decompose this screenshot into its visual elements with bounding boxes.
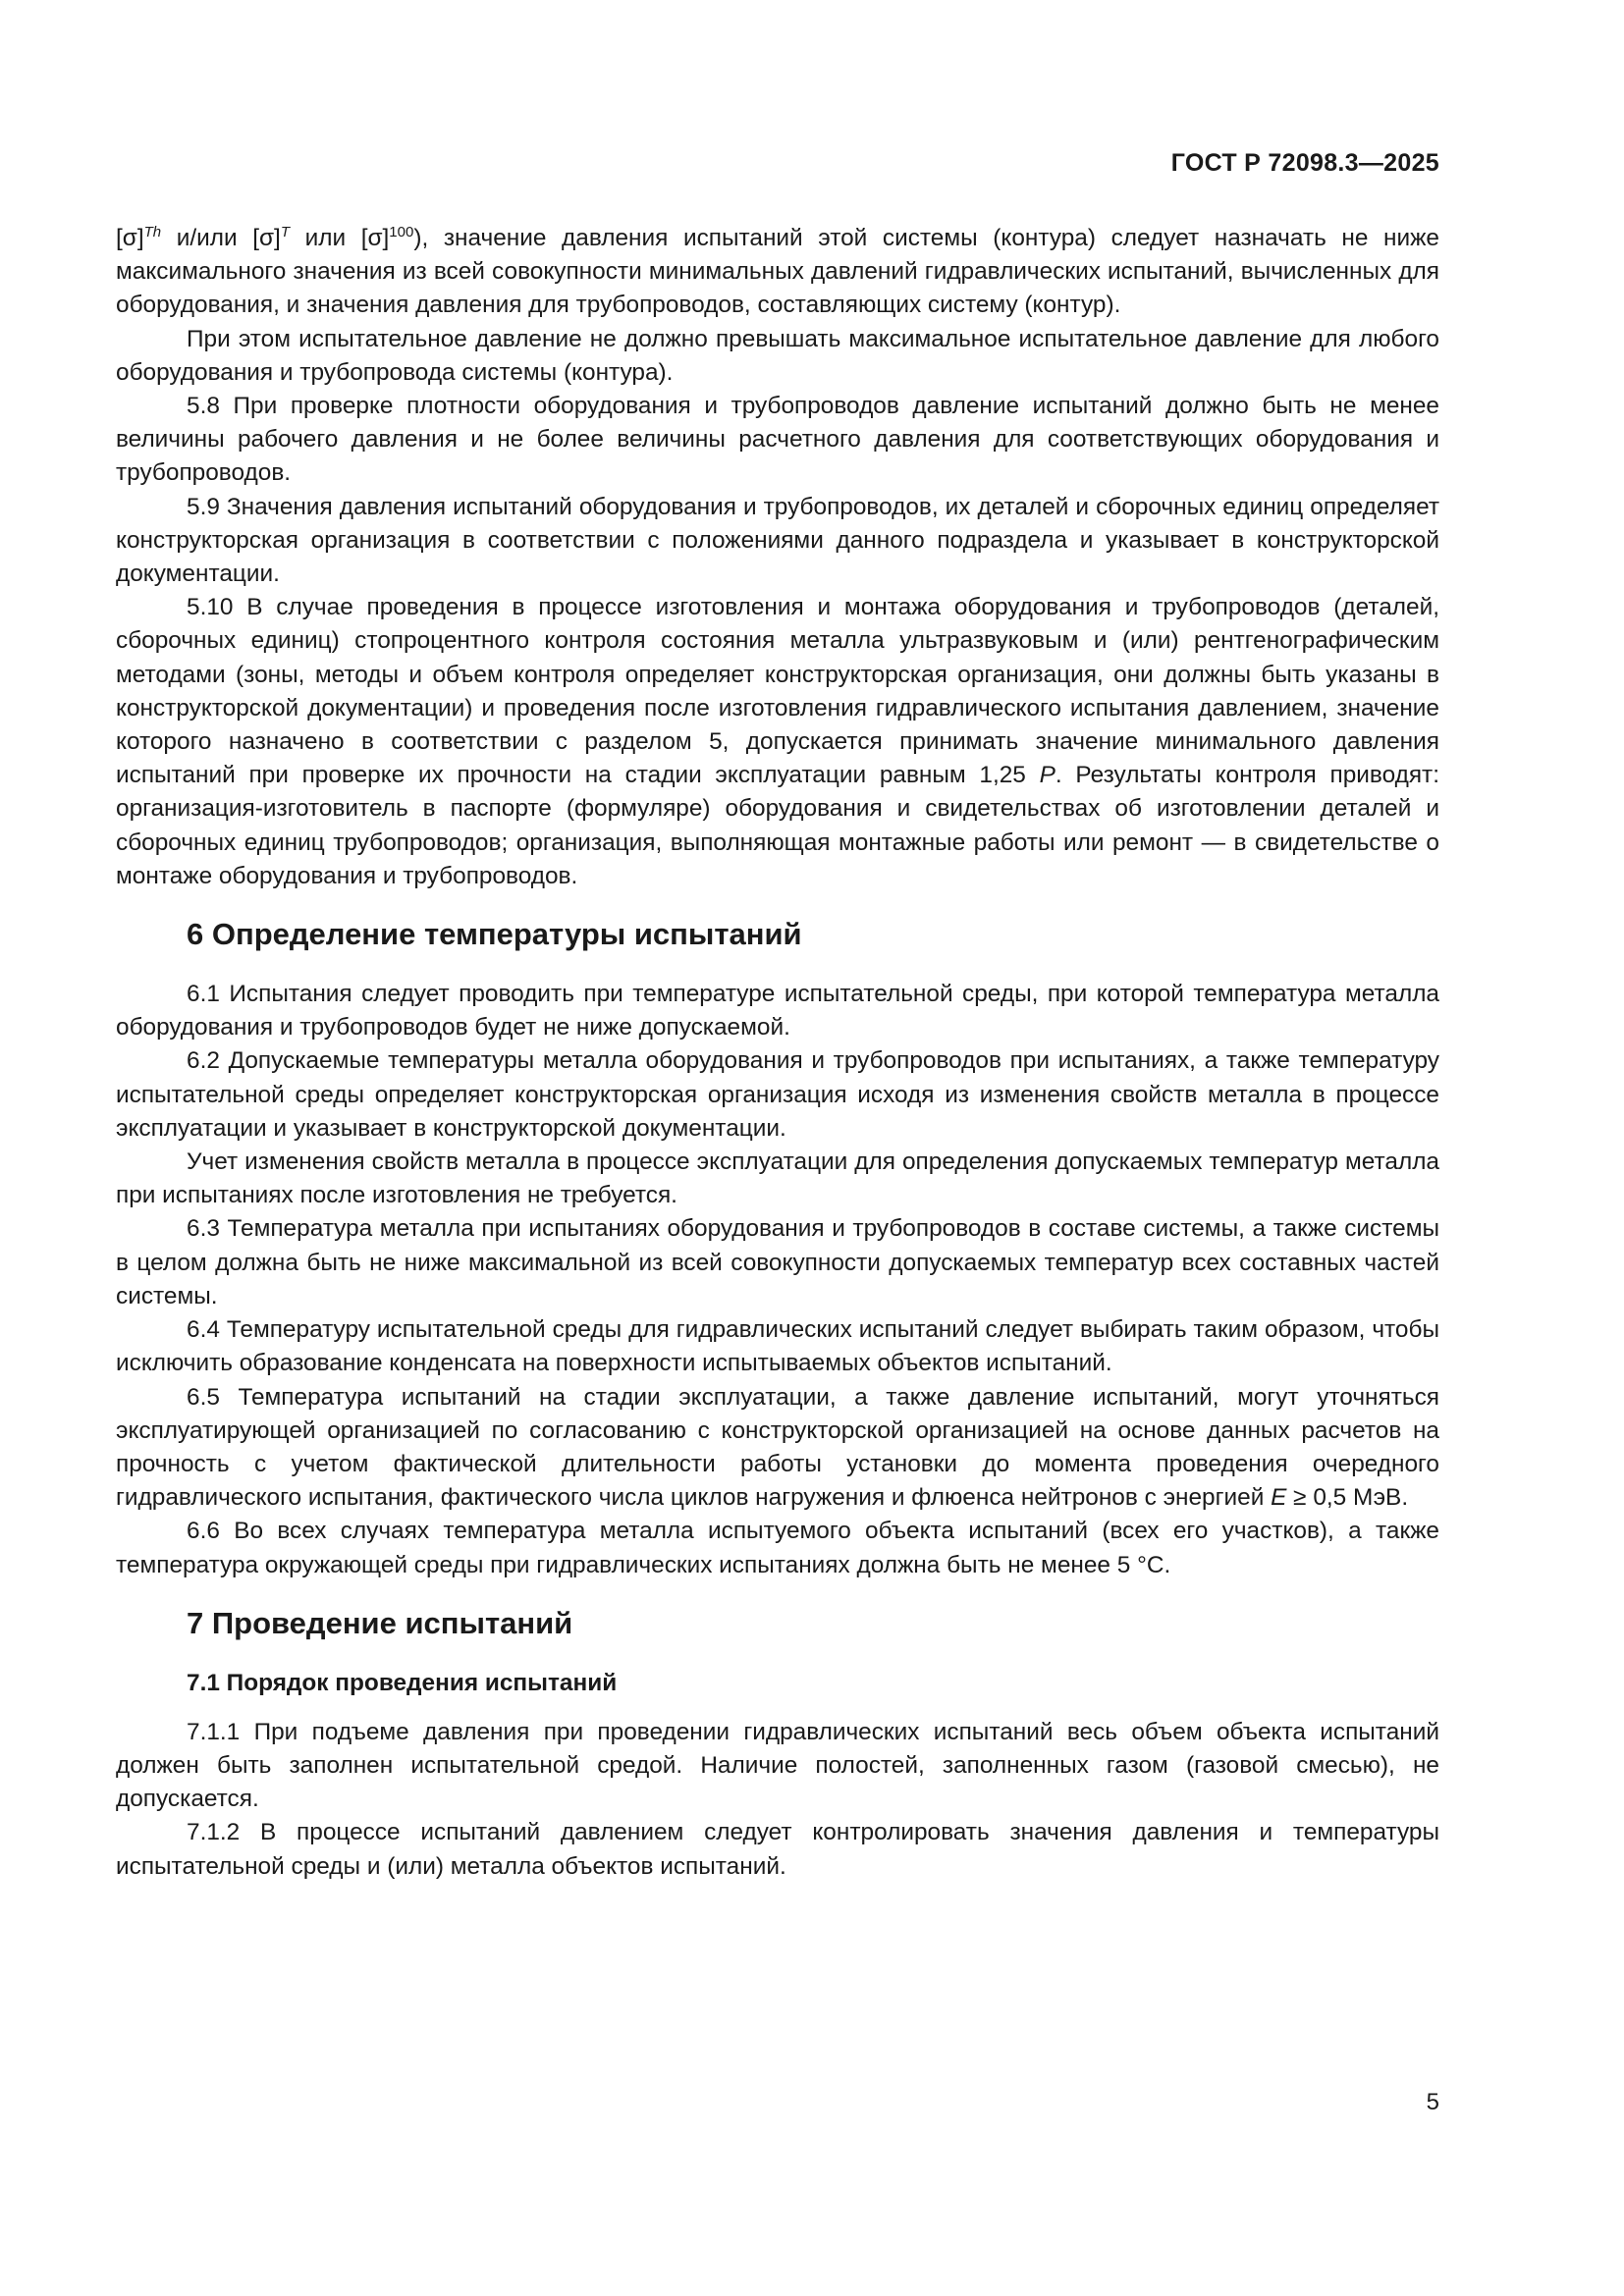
paragraph-6-5 <box>116 1381 1439 1516</box>
paragraph-6-5-text-a: 6.5 Температура испытаний на стадии эксплуатации, а также давление испытаний, могут уточняться эксплуатирующей организацией по согласованию с конструкторской организацией на основе данных расчетов на прочность с учетом фактической длительности работы установки до момента проведения очередного гидравлического испытания, фактического числа циклов нагружения и флюенса нейтронов с энергией <box>116 1383 1439 1512</box>
paragraph-6-2: 6.2 Допускаемые температуры металла оборудования и трубопроводов при испытаниях, а также температуру испытательной среды определяет конструкторская организация исходя из изменения свойств металла в процессе эксплуатации и указывает в конструкторской документации. <box>116 1047 1439 1142</box>
sup-100: 100 <box>389 223 414 240</box>
paragraph-7-1-2: 7.1.2 В процессе испытаний давлением следует контролировать значения давления и температуры испытательной среды и (или) металла объектов испытаний. <box>116 1819 1439 1880</box>
paragraph-6-4: 6.4 Температуру испытательной среды для гидравлических испытаний следует выбирать таким образом, чтобы исключить образование конденсата на поверхности испытываемых объектов испытаний. <box>116 1316 1439 1377</box>
document-body <box>116 222 1439 1884</box>
sup-t: T <box>280 223 290 240</box>
intro-text-1: [σ] <box>116 225 144 251</box>
document-code-header: ГОСТ Р 72098.3—2025 <box>1170 149 1439 177</box>
intro-text-3: или [σ] <box>290 225 390 251</box>
paragraph-6-2b: Учет изменения свойств металла в процессе эксплуатации для определения допускаемых температур металла при испытаниях после изготовления не требуется. <box>116 1148 1439 1209</box>
intro-paragraph-2: При этом испытательное давление не должно превышать максимальное испытательное давление для любого оборудования и трубопровода системы (контура). <box>116 325 1439 386</box>
intro-text-2: и/или [σ] <box>161 225 281 251</box>
paragraph-5-9: 5.9 Значения давления испытаний оборудования и трубопроводов, их деталей и сборочных единиц определяет конструкторская организация в соответствии с положениями данного подраздела и указывает в конструкторской документации. <box>116 493 1439 588</box>
paragraph-5-10-text-a: 5.10 В случае проведения в процессе изготовления и монтажа оборудования и трубопроводов (деталей, сборочных единиц) стопроцентного контроля состояния металла ультразвуковым и (или) рентгенографическим методами (зоны, методы и объем контроля определяет конструкторская организация, они должны быть указаны в конструкторской документации) и проведения после изготовления гидравлического испытания давлением, значение которого назначено в соответствии с разделом 5, допускается принимать значение минимального давления испытаний при проверке их прочности на стадии эксплуатации равным 1,25 <box>116 594 1439 789</box>
paragraph-7-1-1: 7.1.1 При подъеме давления при проведении гидравлических испытаний весь объем объекта испытаний должен быть заполнен испытательной средой. Наличие полостей, заполненных газом (газовой смесью), не допускается. <box>116 1718 1439 1813</box>
section-7-heading: 7 Проведение испытаний <box>187 1605 573 1640</box>
page-number: 5 <box>1426 2089 1439 2115</box>
intro-paragraph <box>116 222 1439 323</box>
section-6-heading: 6 Определение температуры испытаний <box>187 917 802 952</box>
paragraph-5-8: 5.8 При проверке плотности оборудования и трубопроводов давление испытаний должно быть не менее величины рабочего давления и не более величины расчетного давления для соответствующих оборудования и трубопроводов. <box>116 393 1439 487</box>
paragraph-6-5-text-b: ≥ 0,5 МэВ. <box>1286 1484 1409 1512</box>
paragraph-5-10 <box>116 591 1439 893</box>
sup-th: Th <box>143 223 162 240</box>
paragraph-5-10-text-b: . Результаты контроля приводят: организация-изготовитель в паспорте (формуляре) оборудования и свидетельствах об изготовлении деталей и сборочных единиц трубопроводов; организация, выполняющая монтажные работы или ремонт — в свидетельстве о монтаже оборудования и трубопроводов. <box>116 762 1439 889</box>
paragraph-6-1: 6.1 Испытания следует проводить при температуре испытательной среды, при которой температура металла оборудования и трубопроводов будет не ниже допускаемой. <box>116 981 1439 1041</box>
paragraph-6-3: 6.3 Температура металла при испытаниях оборудования и трубопроводов в составе системы, а также системы в целом должна быть не ниже максимальной из всей совокупности допускаемых температур всех составных частей системы. <box>116 1215 1439 1309</box>
subsection-7-1-heading: 7.1 Порядок проведения испытаний <box>187 1669 618 1696</box>
variable-e: E <box>1271 1484 1287 1512</box>
variable-p: P <box>1039 762 1056 789</box>
paragraph-6-6: 6.6 Во всех случаях температура металла испытуемого объекта испытаний (всех его участков), а также температура окружающей среды при гидравлических испытаниях должна быть не менее 5 °С. <box>116 1518 1439 1578</box>
intro-text-4: ), значение давления испытаний этой системы (контура) следует назначать не ниже максимального значения из всей совокупности минимальных давлений гидравлических испытаний, вычисленных для оборудования, и значения давления для трубопроводов, составляющих систему (контур). <box>116 225 1439 319</box>
